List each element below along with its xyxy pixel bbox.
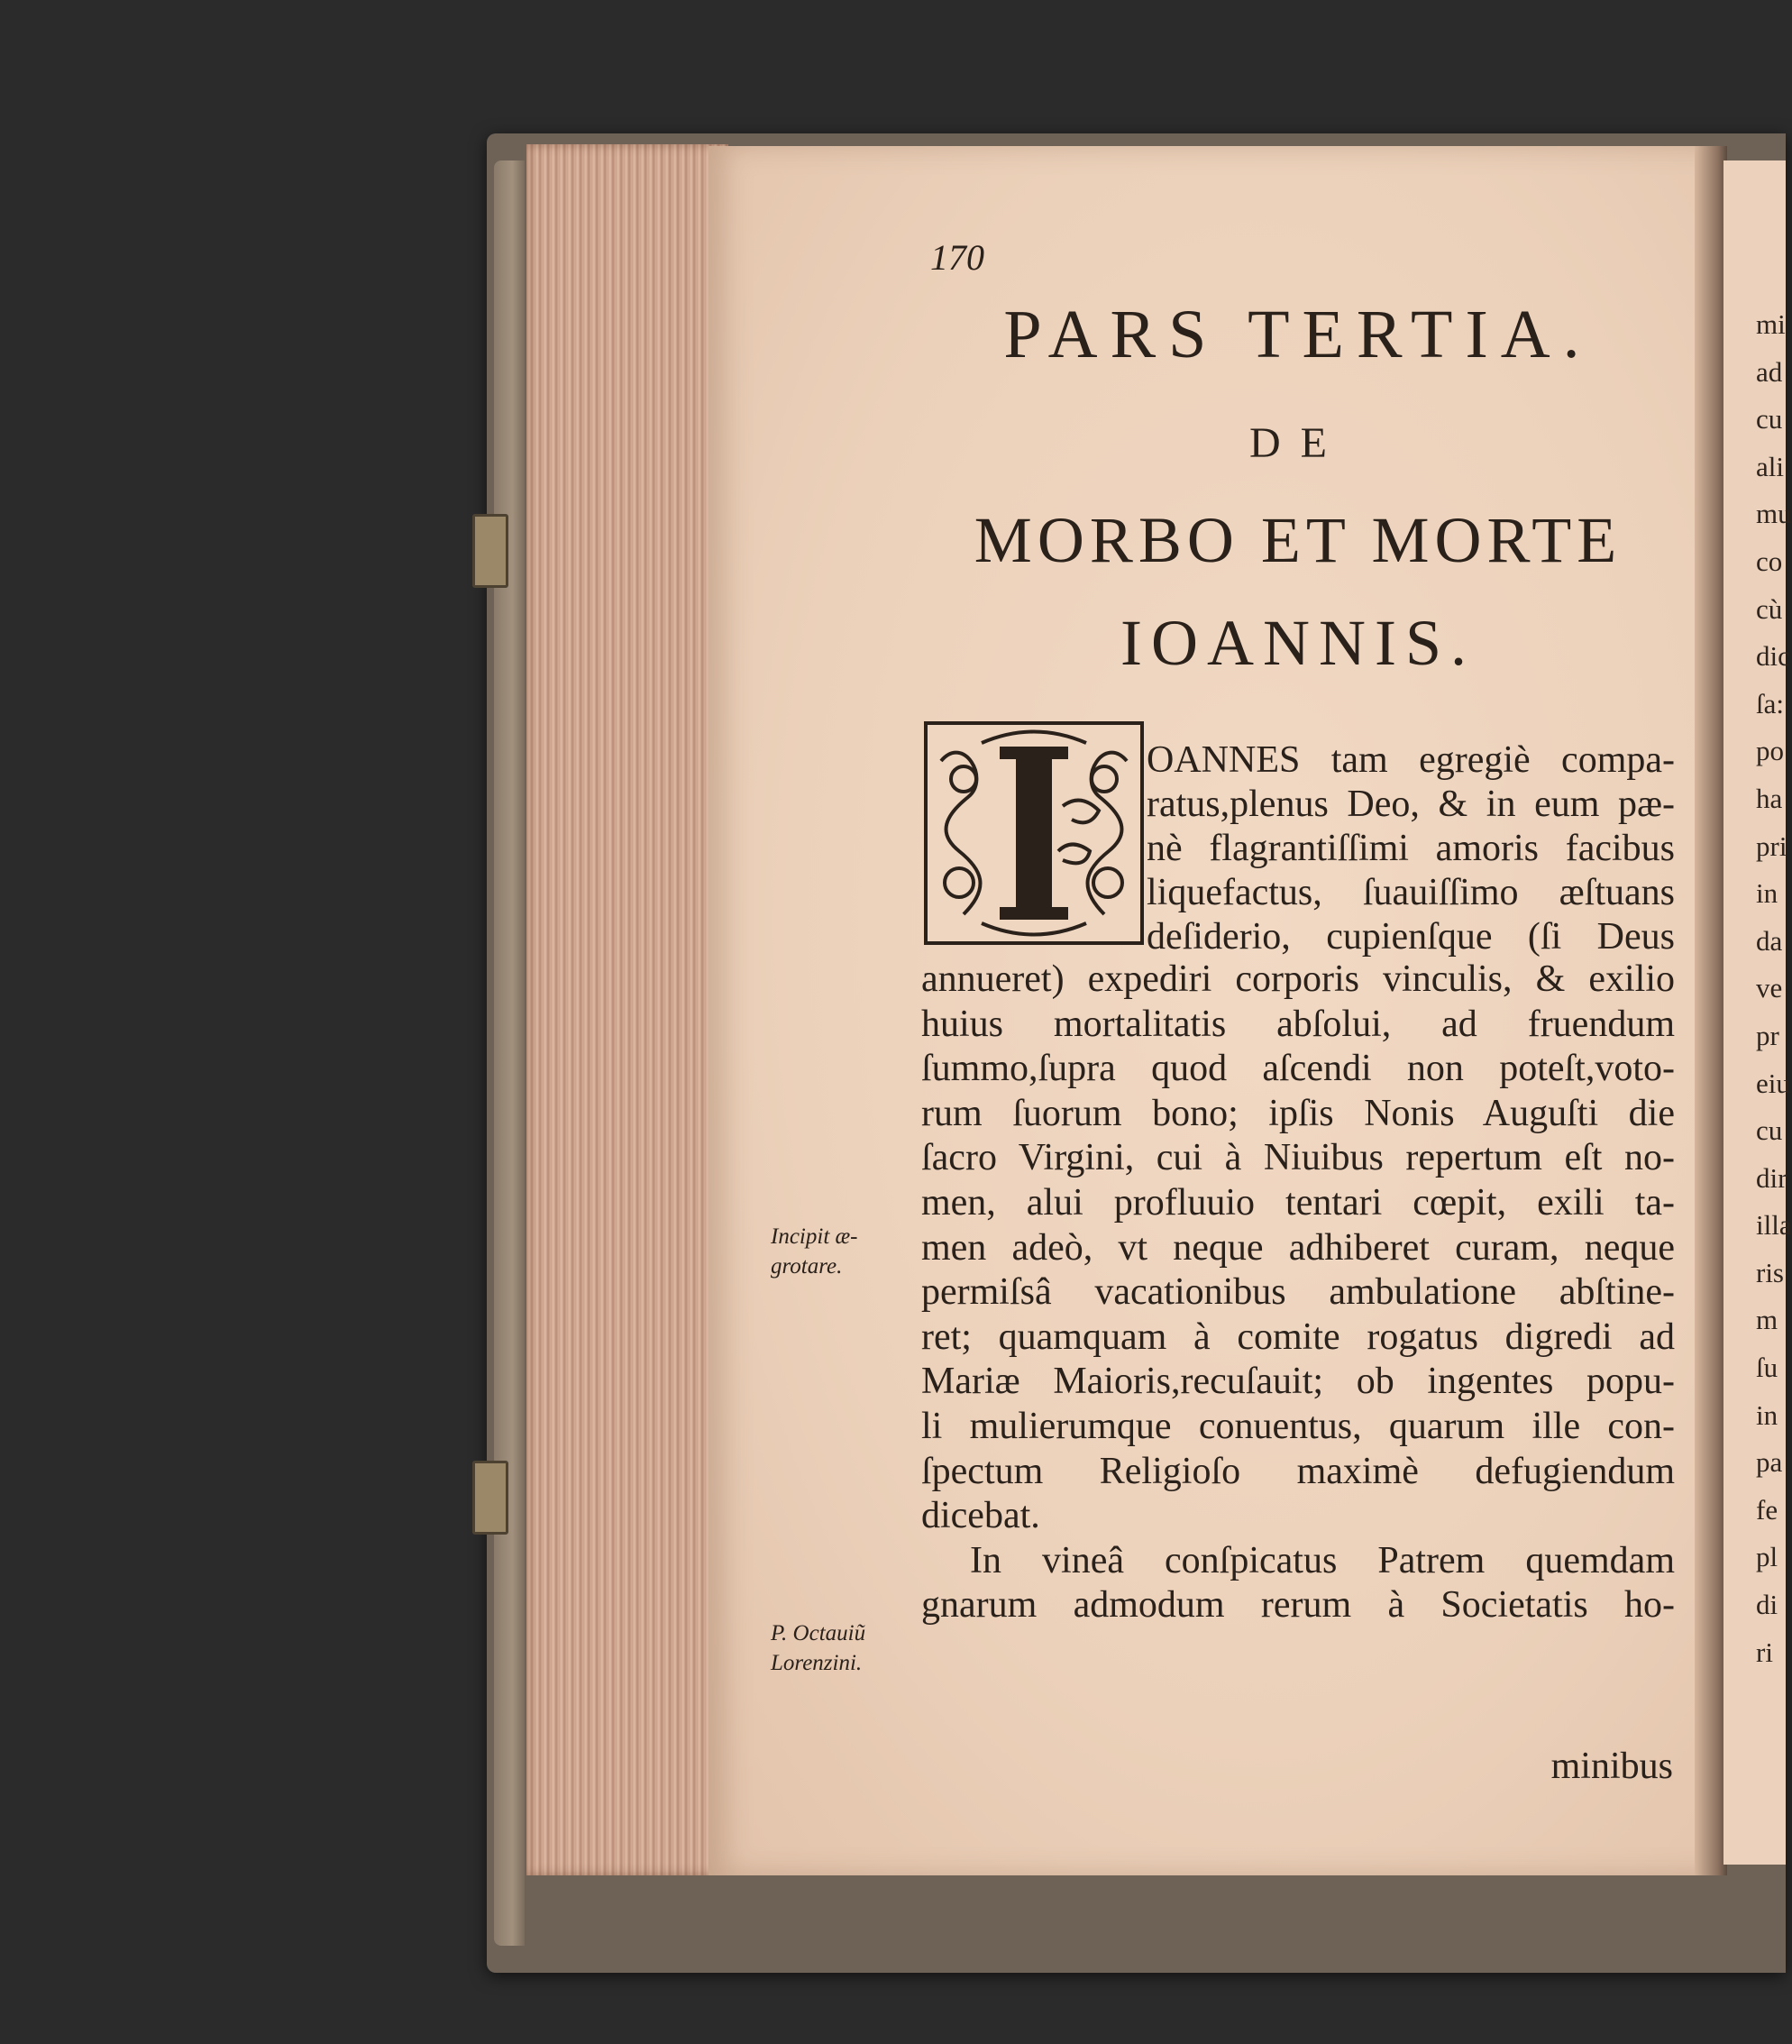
right-page-fragment-line: mi xyxy=(1756,308,1786,340)
right-page-fragment-line: m xyxy=(1756,1304,1778,1336)
right-page-fragment-line: mu xyxy=(1756,498,1792,530)
right-page-fragment-line: ſa: xyxy=(1756,687,1784,720)
right-page-text-fragments xyxy=(1723,301,1792,1676)
margin-note-1-line-2: grotare. xyxy=(771,1254,843,1279)
right-page-fragment-line: eiu xyxy=(1756,1067,1790,1099)
body-line: men adeò, vt neque adhiberet curam, neque xyxy=(921,1226,1675,1269)
catchword: minibus xyxy=(1550,1746,1673,1787)
title-line-1: PARS TERTIA. xyxy=(1003,297,1593,372)
body-line: permiſsâ vacationibus ambulatione abſtine- xyxy=(921,1271,1675,1314)
body-line: annueret) expediri corporis vinculis, & exilio xyxy=(921,958,1675,1000)
right-page-fragment-line: cù xyxy=(1756,592,1783,625)
body-line: In vineâ conſpicatus Patrem quemdam xyxy=(970,1539,1675,1581)
body-line: Mariæ Maioris,recuſauit; ob ingentes popu- xyxy=(921,1361,1675,1403)
body-line: liquefactus, ſuauiſſimo æſtuans xyxy=(1147,872,1675,913)
margin-note-2 xyxy=(771,1618,865,1678)
body-line: li mulierumque conuentus, quarum ille con- xyxy=(921,1406,1675,1447)
right-page-fragment-line: in xyxy=(1756,877,1778,910)
decorated-initial-letter xyxy=(924,721,1144,945)
body-line: ſacro Virgini, cui à Niuibus repertum eſt no- xyxy=(921,1137,1675,1179)
right-page-fragment-line: ve xyxy=(1756,972,1783,1004)
right-page-fragment-line: cu xyxy=(1756,1114,1783,1147)
page-edges xyxy=(526,144,728,1875)
margin-note-1-line-1: Incipit æ- xyxy=(771,1224,858,1249)
title-line-4: IOANNIS. xyxy=(1120,607,1476,679)
floral-ornament-icon xyxy=(928,725,1140,941)
right-page-fragment-line: fe xyxy=(1756,1493,1778,1526)
right-page-fragment-line: po xyxy=(1756,735,1784,767)
right-page-fragment-line: pr xyxy=(1756,1019,1779,1051)
right-page-fragment-line: pl xyxy=(1756,1541,1778,1573)
right-page-fragment xyxy=(1723,160,1792,1865)
body-line: men, alui profluuio tentari cœpit, exili ta- xyxy=(921,1182,1675,1224)
margin-note-1 xyxy=(771,1222,858,1281)
body-line: gnarum admodum rerum à Societatis ho- xyxy=(921,1584,1675,1627)
clasp-top xyxy=(472,514,508,588)
body-line: ret; quamquam à comite rogatus digredi ad xyxy=(921,1315,1675,1358)
title-line-2: DE xyxy=(1249,419,1347,467)
body-line: ratus,plenus Deo, & in eum pæ- xyxy=(1147,784,1675,825)
margin-note-2-line-1: P. Octauiũ xyxy=(771,1621,866,1645)
body-line: deſiderio, cupienſque (ſi Deus xyxy=(1147,916,1675,958)
right-page-fragment-line: dic xyxy=(1756,640,1790,673)
right-page-fragment-line: ſu xyxy=(1756,1352,1778,1384)
clasp-bottom xyxy=(472,1461,508,1535)
right-page-fragment-line: ad xyxy=(1756,355,1783,388)
book-gutter xyxy=(1695,146,1727,1875)
right-page-fragment-line: pa xyxy=(1756,1446,1783,1479)
body-line: huius mortalitatis abſolui, ad fruendum xyxy=(921,1003,1675,1045)
margin-note-2-line-2: Lorenzini. xyxy=(771,1651,863,1675)
right-page-fragment-line: da xyxy=(1756,924,1783,957)
body-line: ſpectum Religioſo maximè defugiendum xyxy=(921,1450,1675,1492)
page-number: 170 xyxy=(930,237,984,278)
body-line: nè flagrantiſſimi amoris facibus xyxy=(1147,828,1675,869)
body-line: dicebat. xyxy=(921,1495,1040,1537)
right-page-fragment-line: ris xyxy=(1756,1256,1784,1288)
right-page-fragment-line: co xyxy=(1756,545,1783,577)
book-spine xyxy=(494,160,525,1946)
right-page-fragment-line: in xyxy=(1756,1398,1778,1431)
right-page-fragment-line: illa xyxy=(1756,1209,1792,1242)
right-page-fragment-line: pri xyxy=(1756,830,1787,862)
right-page-fragment-line: cu xyxy=(1756,403,1783,435)
right-page-fragment-line: dir xyxy=(1756,1161,1787,1194)
right-page-fragment-line: ri xyxy=(1756,1636,1773,1668)
body-line: OANNES tam egregiè compa- xyxy=(1147,739,1675,781)
right-page-fragment-line: ha xyxy=(1756,782,1783,814)
body-line: rum ſuorum bono; ipſis Nonis Auguſti die xyxy=(921,1092,1675,1134)
title-line-3: MORBO ET MORTE xyxy=(974,504,1623,576)
right-page-fragment-line: di xyxy=(1756,1589,1778,1621)
body-line: ſummo,ſupra quod aſcendi non poteſt,voto- xyxy=(921,1048,1675,1090)
right-page-fragment-line: ali xyxy=(1756,450,1784,482)
